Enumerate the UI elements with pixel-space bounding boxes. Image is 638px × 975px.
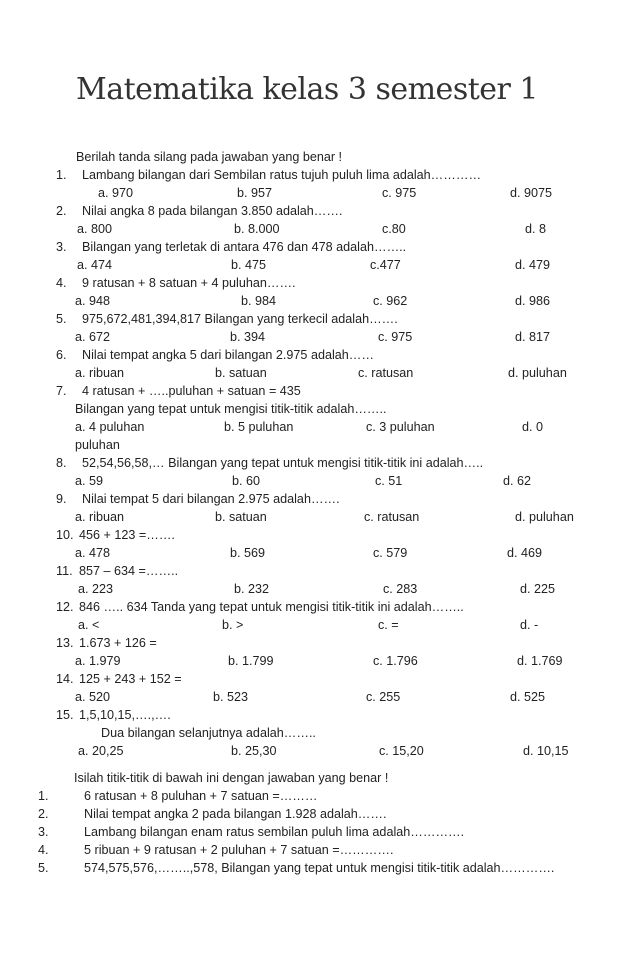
question-text: Lambang bilangan enam ratus sembilan puluh lima adalah…………. [84,825,465,839]
option-a: a. 672 [75,330,111,344]
question-text: 125 + 243 + 152 = [79,672,182,686]
option-a: a. 1.979 [75,654,121,668]
question-text: Nilai tempat 5 dari bilangan 2.975 adalah……. [82,492,340,506]
question-text: 1,5,10,15,….,…. [79,708,171,722]
question-number: 9. [56,492,67,506]
option-d: d. 479 [515,258,551,272]
option-d: d. 1.769 [517,654,563,668]
option-c: c. 51 [375,474,403,488]
option-a: a. 970 [98,186,134,200]
option-d: d. 817 [515,330,551,344]
question-subtext: Dua bilangan selanjutnya adalah…….. [101,726,316,740]
option-a: a. 474 [77,258,113,272]
option-b: b. 8.000 [234,222,280,236]
option-d: d. 8 [525,222,547,236]
option-b: b. 5 puluhan [224,420,294,434]
option-c: c. 283 [383,582,418,596]
option-c: c. 1.796 [373,654,418,668]
option-b: b. 984 [241,294,277,308]
option-wrap-text: puluhan [75,438,120,452]
option-d: d. 10,15 [523,744,569,758]
question-number: 4. [38,843,49,857]
question-text: 456 + 123 =……. [79,528,175,542]
question-text: 975,672,481,394,817 Bilangan yang terkecil adalah……. [82,312,398,326]
option-b: b. 569 [230,546,266,560]
option-d: d. - [520,618,539,632]
question-text: Bilangan yang terletak di antara 476 dan 478 adalah…….. [82,240,407,254]
option-c: c. 579 [373,546,408,560]
question-number: 4. [56,276,67,290]
option-c: c. 3 puluhan [366,420,435,434]
option-d: d. puluhan [515,510,574,524]
question-text: 1.673 + 126 = [79,636,157,650]
option-a: a. 20,25 [78,744,124,758]
question-number: 3. [38,825,49,839]
section-b-instruction: Isilah titik-titik di bawah ini dengan jawaban yang benar ! [74,771,389,785]
option-b: b. 475 [231,258,267,272]
question-number: 1. [38,789,49,803]
question-text: 5 ribuan + 9 ratusan + 2 puluhan + 7 satuan =…………. [84,843,394,857]
option-c: c. 255 [366,690,401,704]
option-c: c. 975 [378,330,413,344]
option-c: c.477 [370,258,401,272]
option-d: d. 9075 [510,186,553,200]
question-text: 4 ratusan + …..puluhan + satuan = 435 [82,384,301,398]
question-number: 11. [56,564,73,578]
question-number: 14. [56,672,74,686]
option-a: a. 223 [78,582,114,596]
option-b: b. 60 [232,474,261,488]
question-text: 846 ….. 634 Tanda yang tepat untuk mengisi titik-titik ini adalah…….. [79,600,464,614]
question-number: 12. [56,600,74,614]
option-c: c. 962 [373,294,408,308]
question-number: 10. [56,528,74,542]
option-d: d. 525 [510,690,546,704]
option-d: d. 62 [503,474,532,488]
question-number: 7. [56,384,67,398]
question-text: 574,575,576,……..,578, Bilangan yang tepat untuk mengisi titik-titik adalah…………. [84,861,555,875]
option-a: a. 520 [75,690,111,704]
question-number: 3. [56,240,67,254]
question-text: 857 – 634 =…….. [79,564,179,578]
option-b: b. 1.799 [228,654,274,668]
option-b: b. 25,30 [231,744,277,758]
option-a: a. < [78,618,100,632]
question-number: 2. [38,807,49,821]
option-c: c. 15,20 [379,744,424,758]
question-number: 6. [56,348,67,362]
option-d: d. puluhan [508,366,567,380]
option-d: d. 986 [515,294,551,308]
question-number: 8. [56,456,67,470]
question-text: Nilai tempat angka 2 pada bilangan 1.928 adalah……. [84,807,387,821]
question-number: 2. [56,204,67,218]
option-c: c. ratusan [364,510,420,524]
option-a: a. 800 [77,222,113,236]
question-text: Lambang bilangan dari Sembilan ratus tujuh puluh lima adalah………… [82,168,482,182]
question-number: 5. [38,861,49,875]
question-number: 1. [56,168,67,182]
question-number: 15. [56,708,74,722]
option-a: a. ribuan [75,366,125,380]
option-b: b. 394 [230,330,266,344]
option-a: a. 59 [75,474,104,488]
option-c: c. 975 [382,186,417,200]
option-b: b. 957 [237,186,273,200]
question-text: 9 ratusan + 8 satuan + 4 puluhan……. [82,276,296,290]
question-number: 13. [56,636,74,650]
section-a-instruction: Berilah tanda silang pada jawaban yang benar ! [76,150,343,164]
question-text: 52,54,56,58,… Bilangan yang tepat untuk mengisi titik-titik ini adalah….. [82,456,484,470]
question-text: 6 ratusan + 8 puluhan + 7 satuan =……… [84,789,318,803]
option-d: d. 225 [520,582,556,596]
option-d: d. 469 [507,546,543,560]
option-c: c. ratusan [358,366,414,380]
option-a: a. 948 [75,294,111,308]
option-c: c.80 [382,222,406,236]
question-text: Nilai angka 8 pada bilangan 3.850 adalah……. [82,204,343,218]
question-subtext: Bilangan yang tepat untuk mengisi titik-titik adalah…….. [75,402,387,416]
option-a: a. ribuan [75,510,125,524]
option-b: b. satuan [215,510,267,524]
page-title: Matematika kelas 3 semester 1 [76,72,538,107]
option-b: b. satuan [215,366,267,380]
option-b: b. 232 [234,582,270,596]
option-b: b. > [222,618,244,632]
question-text: Nilai tempat angka 5 dari bilangan 2.975 adalah…… [82,348,374,362]
option-a: a. 4 puluhan [75,420,145,434]
option-c: c. = [378,618,399,632]
option-a: a. 478 [75,546,111,560]
option-b: b. 523 [213,690,249,704]
question-number: 5. [56,312,67,326]
option-d: d. 0 [522,420,544,434]
